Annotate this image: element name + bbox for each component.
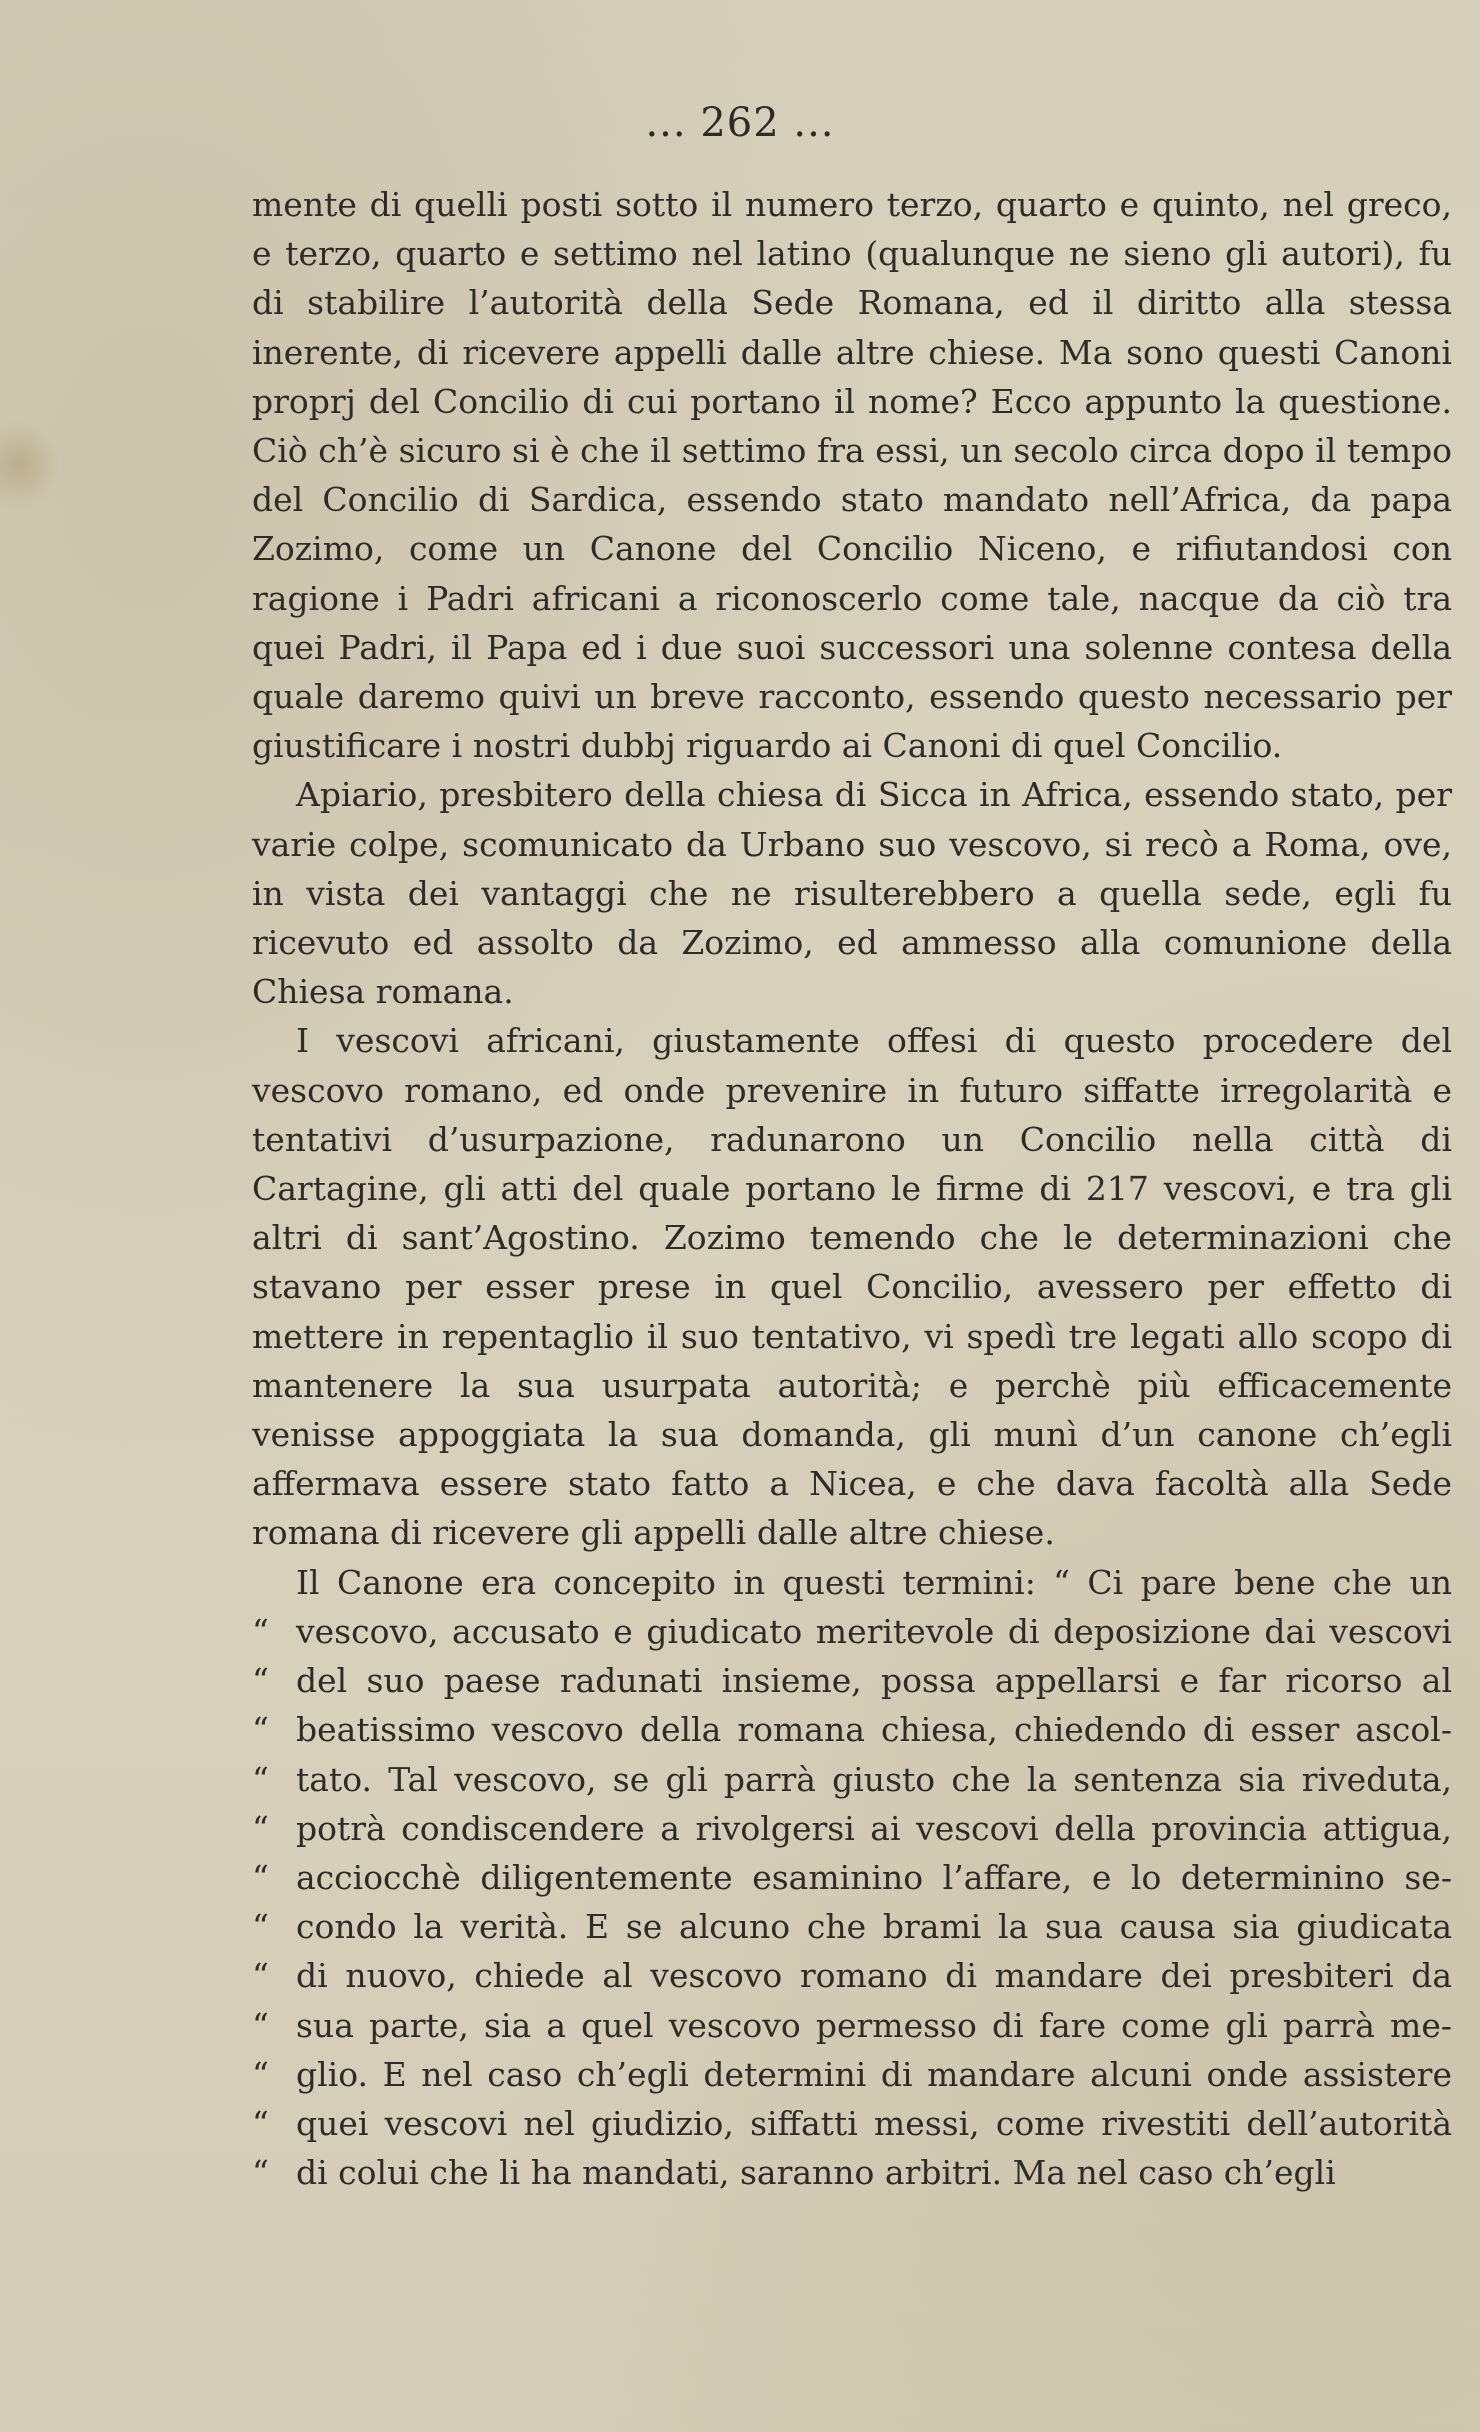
quote-mark: “ [252, 1710, 269, 1750]
quote-line [252, 2050, 1452, 2099]
quote-line-text: potrà condiscendere a rivolgersi ai vescovi della provincia attigua, [296, 1808, 1452, 1848]
paragraph-3: I vescovi africani, giustamente offesi di questo procedere del vescovo romano, ed onde prevenire in futuro siffatte irregolarità e tentativi d’usurpazione, radunarono un Concilio nella città di Cartagine, gli atti del quale portano le firme di 217 vescovi, e tra gli altri di sant’Agostino. Zozimo temendo che le determinazioni che stavano per esser prese in quel Concilio, avessero per effetto di mettere in repentaglio il suo tentativo, vi spedì tre legati allo scopo di mantenere la sua usurpata autorità; e perchè più efficacemente venisse appoggiata la sua domanda, gli munì d’un canone ch’egli affermava essere stato fatto a Nicea, e che dava facoltà alla Sede romana di ricevere gli appelli dalle altre chiese. [252, 1021, 1452, 1553]
quote-line-text: vescovo, accusato e giudicato meritevole di deposizione dai vescovi [296, 1611, 1452, 1651]
quote-line-text: del suo paese radunati insieme, possa appellarsi e far ricorso al [296, 1661, 1452, 1701]
quote-line [252, 1558, 1452, 1607]
quote-line-text: beatissimo vescovo della romana chiesa, chiedendo di esser ascol- [296, 1710, 1452, 1750]
quote-mark: “ [252, 2103, 269, 2143]
quote-line-text: glio. E nel caso ch’egli determini di mandare alcuni onde assistere [296, 2054, 1452, 2094]
quote-mark: “ [252, 1907, 269, 1947]
page-number: ... 262 ... [645, 100, 835, 146]
quote-line [252, 1902, 1452, 1951]
quote-line-text: di colui che li ha mandati, saranno arbitri. Ma nel caso ch’egli [296, 2153, 1336, 2193]
quote-mark: “ [252, 1611, 269, 1651]
quote-line-text: acciocchè diligentemente esaminino l’affare, e lo determinino se- [296, 1857, 1452, 1897]
quote-mark: “ [252, 1661, 269, 1701]
quote-line [252, 1755, 1452, 1804]
quote-mark: “ [252, 1956, 269, 1996]
quote-line [252, 2148, 1452, 2197]
quote-mark: “ [252, 2005, 269, 2045]
quote-mark: “ [252, 2054, 269, 2094]
paper-stain [0, 420, 60, 510]
quote-line [252, 1804, 1452, 1853]
quote-line [252, 1951, 1452, 2000]
quote-line-text: quei vescovi nel giudizio, siffatti messi, come rivestiti dell’autorità [296, 2103, 1452, 2143]
quote-mark: “ [252, 1759, 269, 1799]
quote-line-text: Il Canone era concepito in questi termini: “ Ci pare bene che un [296, 1562, 1452, 1602]
quote-mark: “ [252, 1857, 269, 1897]
quote-line-text: condo la verità. E se alcuno che brami la sua causa sia giudicata [296, 1907, 1452, 1947]
paragraph-2: Apiario, presbitero della chiesa di Sicca in Africa, essendo stato, per varie colpe, scomunicato da Urbano suo vescovo, si recò a Roma, ove, in vista dei vantaggi che ne risulterebbero a quella sede, egli fu ricevuto ed assolto da Zozimo, ed ammesso alla comunione della Chiesa romana. [252, 775, 1452, 1012]
quote-line [252, 2001, 1452, 2050]
quote-line-text: di nuovo, chiede al vescovo romano di mandare dei presbiteri da [296, 1956, 1452, 1996]
quote-line [252, 1607, 1452, 1656]
quote-mark: “ [252, 2153, 269, 2193]
paragraph-1: mente di quelli posti sotto il numero terzo, quarto e quinto, nel greco, e terzo, quarto e settimo nel latino (qualunque ne sieno gli autori), fu di stabilire l’autorità della Sede Romana, ed il diritto alla stessa inerente, di ricevere appelli dalle altre chiese. Ma sono questi Canoni proprj del Concilio di cui portano il nome? Ecco appunto la questione. Ciò ch’è sicuro si è che il settimo fra essi, un secolo circa dopo il tempo del Concilio di Sardica, essendo stato mandato nell’Africa, da papa Zozimo, come un Canone del Concilio Niceno, e rifiutandosi con ragione i Padri africani a riconoscerlo come tale, nacque da ciò tra quei Padri, il Papa ed i due suoi successori una solenne contesa della quale daremo quivi un breve racconto, essendo questo necessario per giustificare i nostri dubbj riguardo ai Canoni di quel Concilio. [252, 185, 1452, 766]
body-text [252, 180, 1452, 2197]
quote-line [252, 2099, 1452, 2148]
quote-line [252, 1853, 1452, 1902]
quote-line [252, 1656, 1452, 1705]
quote-line-text: sua parte, sia a quel vescovo permesso di fare come gli parrà me- [296, 2005, 1452, 2045]
quote-mark: “ [252, 1808, 269, 1848]
canon-quotation [252, 1558, 1452, 2198]
quote-line-text: tato. Tal vescovo, se gli parrà giusto che la sentenza sia riveduta, [296, 1759, 1452, 1799]
quote-line [252, 1705, 1452, 1754]
